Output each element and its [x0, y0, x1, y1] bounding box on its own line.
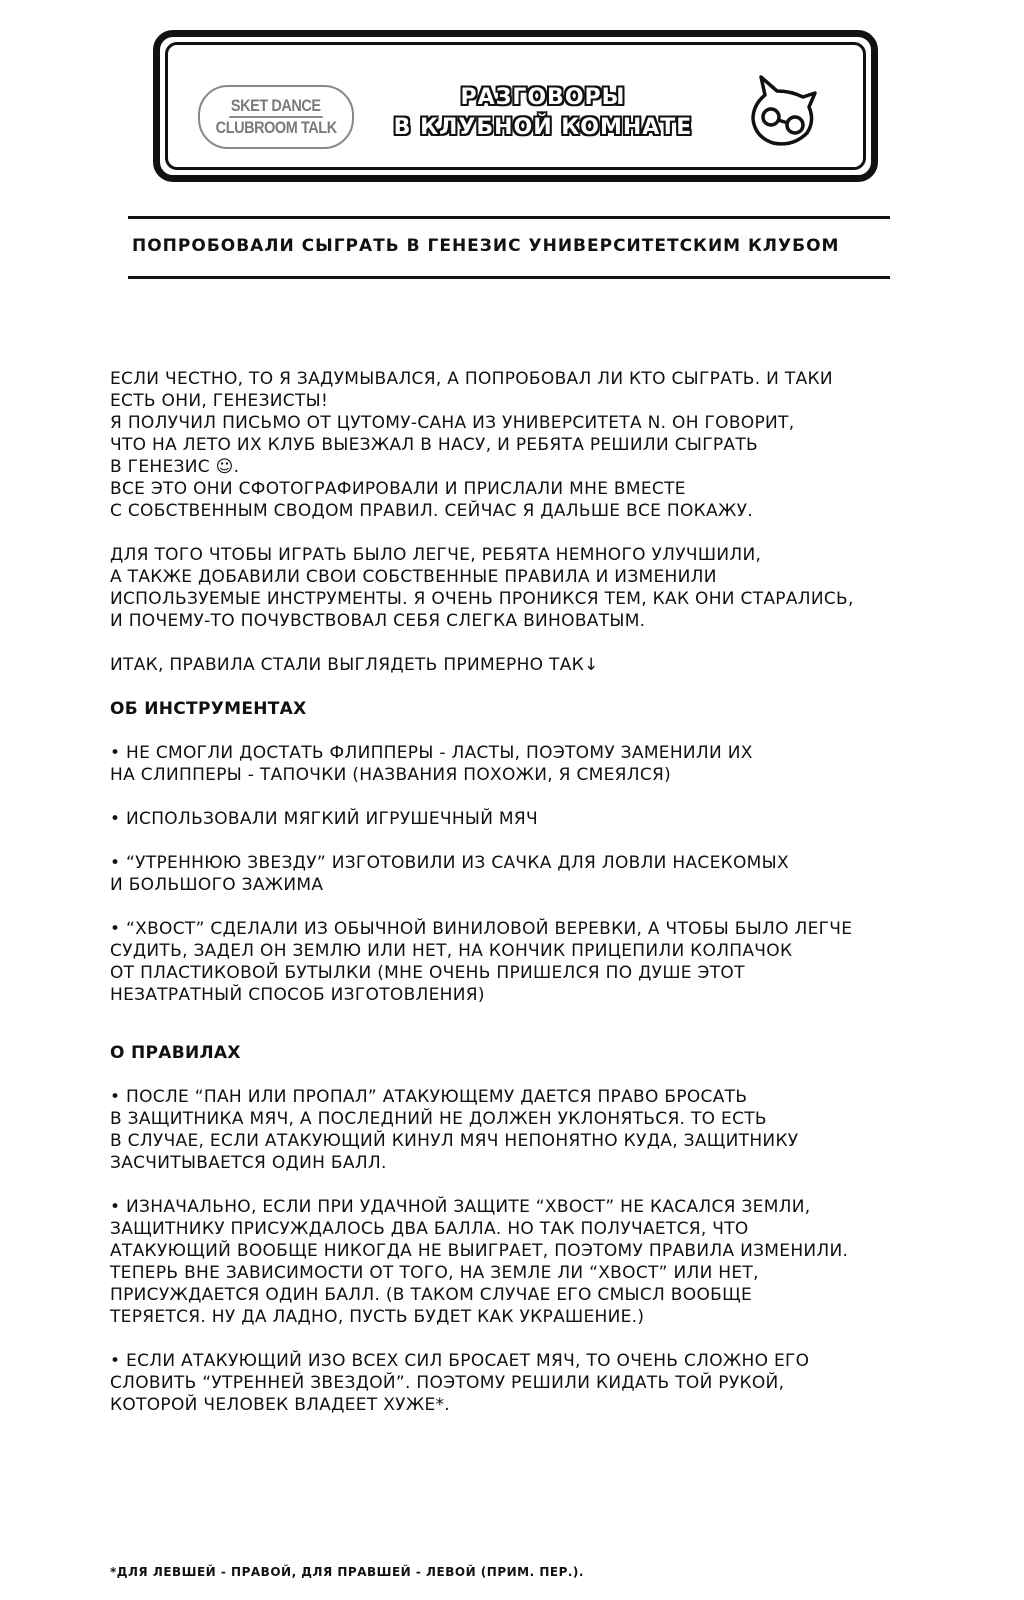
text-line: ЗАСЧИТЫВАЕТСЯ ОДИН БАЛЛ.	[110, 1153, 387, 1173]
intro-paragraph-3: ИТАК, ПРАВИЛА СТАЛИ ВЫГЛЯДЕТЬ ПРИМЕРНО ТАК↓	[110, 655, 599, 675]
text-line: • “УТРЕННЮЮ ЗВЕЗДУ” ИЗГОТОВИЛИ ИЗ САЧКА ДЛЯ ЛОВЛИ НАСЕКОМЫХ	[110, 853, 789, 873]
tools-item	[110, 808, 970, 830]
text-line: СУДИТЬ, ЗАДЕЛ ОН ЗЕМЛЮ ИЛИ НЕТ, НА КОНЧИК ПРИЦЕПИЛИ КОЛПАЧОК	[110, 941, 793, 961]
text-line: ВСЕ ЭТО ОНИ СФОТОГРАФИРОВАЛИ И ПРИСЛАЛИ МНЕ ВМЕСТЕ	[110, 479, 686, 499]
text-line: • “ХВОСТ” СДЕЛАЛИ ИЗ ОБЫЧНОЙ ВИНИЛОВОЙ ВЕРЕВКИ, А ЧТОБЫ БЫЛО ЛЕГЧЕ	[110, 919, 853, 939]
text-line: А ТАКЖЕ ДОБАВИЛИ СВОИ СОБСТВЕННЫЕ ПРАВИЛА И ИЗМЕНИЛИ	[110, 567, 717, 587]
intro-paragraph-1	[110, 368, 970, 522]
banner-title-line-2: В КЛУБНОЙ КОМНАТЕ	[393, 115, 693, 140]
text-line: Я ПОЛУЧИЛ ПИСЬМО ОТ ЦУТОМУ-САНА ИЗ УНИВЕРСИТЕТА N. ОН ГОВОРИТ,	[110, 413, 795, 433]
text-line: НЕЗАТРАТНЫЙ СПОСОБ ИЗГОТОВЛЕНИЯ)	[110, 985, 485, 1005]
tools-item	[110, 918, 970, 1006]
banner-title	[358, 83, 728, 143]
tools-heading: ОБ ИНСТРУМЕНТАХ	[110, 699, 307, 719]
sket-dance-badge	[198, 85, 354, 149]
text-line: ПРИСУЖДАЕТСЯ ОДИН БАЛЛ. (В ТАКОМ СЛУЧАЕ ЕГО СМЫСЛ ВООБЩЕ	[110, 1285, 753, 1305]
text-line: КОТОРОЙ ЧЕЛОВЕК ВЛАДЕЕТ ХУЖЕ*.	[110, 1395, 450, 1415]
rules-heading: О ПРАВИЛАХ	[110, 1043, 241, 1063]
text-line: ОТ ПЛАСТИКОВОЙ БУТЫЛКИ (МНЕ ОЧЕНЬ ПРИШЕЛСЯ ПО ДУШЕ ЭТОТ	[110, 963, 745, 983]
text-line: • ПОСЛЕ “ПАН ИЛИ ПРОПАЛ” АТАКУЮЩЕМУ ДАЕТСЯ ПРАВО БРОСАТЬ	[110, 1087, 748, 1107]
text-line: СЛОВИТЬ “УТРЕННЕЙ ЗВЕЗДОЙ”. ПОЭТОМУ РЕШИЛИ КИДАТЬ ТОЙ РУКОЙ,	[110, 1373, 785, 1393]
banner-title-line-1: РАЗГОВОРЫ	[460, 85, 626, 110]
footnote: *ДЛЯ ЛЕВШЕЙ - ПРАВОЙ, ДЛЯ ПРАВШЕЙ - ЛЕВОЙ (ПРИМ. ПЕР.).	[110, 1565, 584, 1579]
text-line: АТАКУЮЩИЙ ВООБЩЕ НИКОГДА НЕ ВЫИГРАЕТ, ПОЭТОМУ ПРАВИЛА ИЗМЕНИЛИ.	[110, 1241, 849, 1261]
tools-item	[110, 852, 970, 896]
tools-item	[110, 742, 970, 786]
text-line: ТЕРЯЕТСЯ. НУ ДА ЛАДНО, ПУСТЬ БУДЕТ КАК УКРАШЕНИЕ.)	[110, 1307, 645, 1327]
text-line: ИСПОЛЬЗУЕМЫЕ ИНСТРУМЕНТЫ. Я ОЧЕНЬ ПРОНИКСЯ ТЕМ, КАК ОНИ СТАРАЛИСЬ,	[110, 589, 854, 609]
text-line: И БОЛЬШОГО ЗАЖИМА	[110, 875, 324, 895]
text-line: НА СЛИППЕРЫ - ТАПОЧКИ (НАЗВАНИЯ ПОХОЖИ, Я СМЕЯЛСЯ)	[110, 765, 672, 785]
rules-item	[110, 1196, 970, 1328]
text-line: И ПОЧЕМУ-ТО ПОЧУВСТВОВАЛ СЕБЯ СЛЕГКА ВИНОВАТЫМ.	[110, 611, 646, 631]
intro-paragraph-2	[110, 544, 970, 632]
cat-with-glasses-icon	[743, 75, 823, 155]
text-line: ДЛЯ ТОГО ЧТОБЫ ИГРАТЬ БЫЛО ЛЕГЧЕ, РЕБЯТА НЕМНОГО УЛУЧШИЛИ,	[110, 545, 762, 565]
page-subtitle: ПОПРОБОВАЛИ СЫГРАТЬ В ГЕНЕЗИС УНИВЕРСИТЕТСКИМ КЛУБОМ	[132, 236, 840, 256]
text-line: • ИСПОЛЬЗОВАЛИ МЯГКИЙ ИГРУШЕЧНЫЙ МЯЧ	[110, 809, 538, 829]
text-line: ЕСТЬ ОНИ, ГЕНЕЗИСТЫ!	[110, 391, 329, 411]
badge-line-1: SKET DANCE	[229, 96, 322, 118]
text-line: • ИЗНАЧАЛЬНО, ЕСЛИ ПРИ УДАЧНОЙ ЗАЩИТЕ “ХВОСТ” НЕ КАСАЛСЯ ЗЕМЛИ,	[110, 1197, 811, 1217]
text-line: ЗАЩИТНИКУ ПРИСУЖДАЛОСЬ ДВА БАЛЛА. НО ТАК ПОЛУЧАЕТСЯ, ЧТО	[110, 1219, 749, 1239]
text-line: В ЗАЩИТНИКА МЯЧ, А ПОСЛЕДНИЙ НЕ ДОЛЖЕН УКЛОНЯТЬСЯ. ТО ЕСТЬ	[110, 1109, 767, 1129]
top-rule	[128, 216, 890, 219]
badge-line-2: CLUBROOM TALK	[215, 118, 337, 137]
article-body	[110, 368, 970, 1416]
text-line: ЧТО НА ЛЕТО ИХ КЛУБ ВЫЕЗЖАЛ В НАСУ, И РЕБЯТА РЕШИЛИ СЫГРАТЬ	[110, 435, 758, 455]
bottom-rule	[128, 276, 890, 279]
text-line: • НЕ СМОГЛИ ДОСТАТЬ ФЛИППЕРЫ - ЛАСТЫ, ПОЭТОМУ ЗАМЕНИЛИ ИХ	[110, 743, 753, 763]
text-line: ТЕПЕРЬ ВНЕ ЗАВИСИМОСТИ ОТ ТОГО, НА ЗЕМЛЕ ЛИ “ХВОСТ” ИЛИ НЕТ,	[110, 1263, 759, 1283]
text-line: В СЛУЧАЕ, ЕСЛИ АТАКУЮЩИЙ КИНУЛ МЯЧ НЕПОНЯТНО КУДА, ЗАЩИТНИКУ	[110, 1131, 799, 1151]
banner-inner-frame	[165, 42, 866, 170]
text-line: • ЕСЛИ АТАКУЮЩИЙ ИЗО ВСЕХ СИЛ БРОСАЕТ МЯЧ, ТО ОЧЕНЬ СЛОЖНО ЕГО	[110, 1351, 810, 1371]
text-line: С СОБСТВЕННЫМ СВОДОМ ПРАВИЛ. СЕЙЧАС Я ДАЛЬШЕ ВСЕ ПОКАЖУ.	[110, 501, 753, 521]
rules-item	[110, 1086, 970, 1174]
text-line: В ГЕНЕЗИС ☺.	[110, 457, 240, 477]
text-line: ЕСЛИ ЧЕСТНО, ТО Я ЗАДУМЫВАЛСЯ, А ПОПРОБОВАЛ ЛИ КТО СЫГРАТЬ. И ТАКИ	[110, 369, 833, 389]
rules-item	[110, 1350, 970, 1416]
clubroom-talk-banner	[153, 30, 878, 182]
